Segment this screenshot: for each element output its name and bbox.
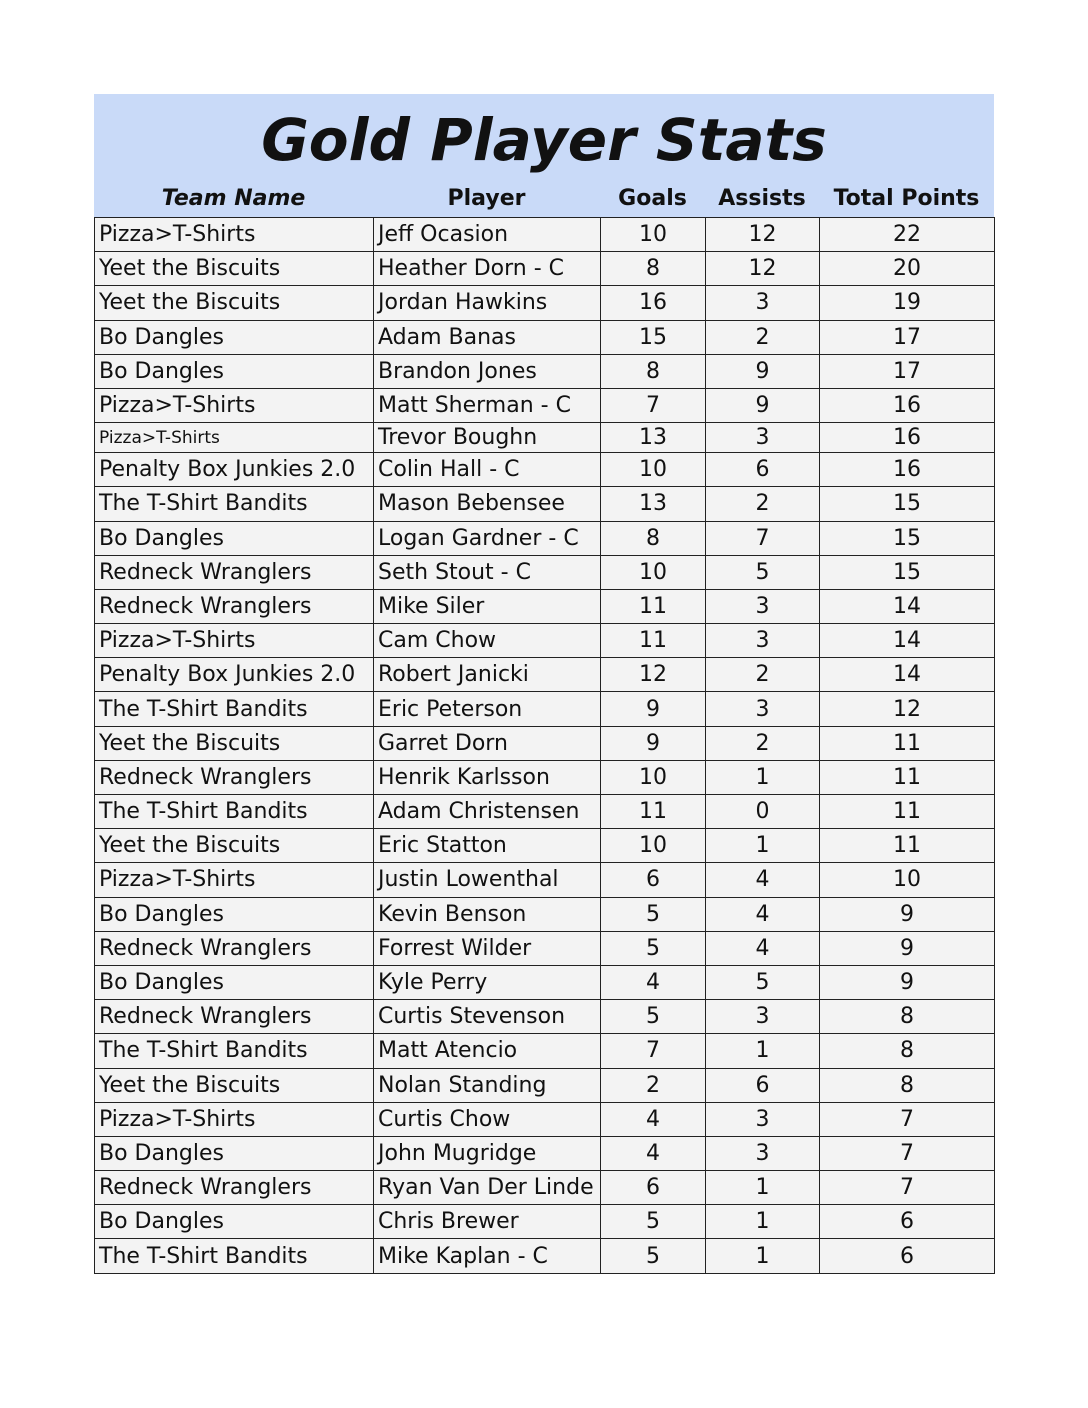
assists-cell: 3 — [706, 692, 820, 726]
player-name-cell: Forrest Wilder — [374, 931, 601, 965]
goals-cell: 9 — [601, 692, 706, 726]
table-row — [95, 453, 995, 487]
player-name-cell: Matt Sherman - C — [374, 388, 601, 422]
total-points-cell: 11 — [820, 829, 995, 863]
team-name-cell: The T-Shirt Bandits — [95, 1239, 374, 1273]
table-row — [95, 388, 995, 422]
total-points-cell: 11 — [820, 726, 995, 760]
table-row — [95, 760, 995, 794]
table-row — [95, 354, 995, 388]
table-row — [95, 1205, 995, 1239]
total-points-cell: 20 — [820, 252, 995, 286]
player-name-cell: Curtis Chow — [374, 1102, 601, 1136]
assists-cell: 2 — [706, 487, 820, 521]
team-name-cell: Bo Dangles — [95, 1205, 374, 1239]
team-name-cell: Redneck Wranglers — [95, 555, 374, 589]
player-name-cell: Henrik Karlsson — [374, 760, 601, 794]
player-name-cell: Matt Atencio — [374, 1034, 601, 1068]
player-name-cell: Garret Dorn — [374, 726, 601, 760]
assists-cell: 3 — [706, 1136, 820, 1170]
header-team-name: Team Name — [161, 186, 306, 211]
total-points-cell: 16 — [820, 423, 995, 453]
assists-cell: 5 — [706, 555, 820, 589]
total-points-cell: 15 — [820, 487, 995, 521]
table-row — [95, 252, 995, 286]
team-name-cell: Bo Dangles — [95, 965, 374, 999]
table-row — [95, 1136, 995, 1170]
total-points-cell: 7 — [820, 1171, 995, 1205]
goals-cell: 5 — [601, 897, 706, 931]
header-goals: Goals — [618, 186, 687, 211]
table-row — [95, 897, 995, 931]
table-row — [95, 1000, 995, 1034]
team-name-cell: Redneck Wranglers — [95, 1000, 374, 1034]
team-name-cell: Pizza>T-Shirts — [95, 624, 374, 658]
table-row — [95, 863, 995, 897]
table-row — [95, 589, 995, 623]
table-row — [95, 692, 995, 726]
total-points-cell: 22 — [820, 218, 995, 252]
team-name-cell: Bo Dangles — [95, 897, 374, 931]
assists-cell: 3 — [706, 1102, 820, 1136]
total-points-cell: 9 — [820, 965, 995, 999]
goals-cell: 10 — [601, 555, 706, 589]
goals-cell: 15 — [601, 320, 706, 354]
goals-cell: 8 — [601, 354, 706, 388]
goals-cell: 7 — [601, 388, 706, 422]
team-name-cell: The T-Shirt Bandits — [95, 795, 374, 829]
assists-cell: 3 — [706, 286, 820, 320]
player-name-cell: Mike Siler — [374, 589, 601, 623]
player-name-cell: Eric Statton — [374, 829, 601, 863]
table-row — [95, 320, 995, 354]
goals-cell: 6 — [601, 1171, 706, 1205]
player-name-cell: Jeff Ocasion — [374, 218, 601, 252]
assists-cell: 1 — [706, 1171, 820, 1205]
team-name-cell: Redneck Wranglers — [95, 931, 374, 965]
assists-cell: 4 — [706, 931, 820, 965]
assists-cell: 6 — [706, 1068, 820, 1102]
assists-cell: 5 — [706, 965, 820, 999]
goals-cell: 5 — [601, 1205, 706, 1239]
assists-cell: 1 — [706, 1034, 820, 1068]
team-name-cell: Bo Dangles — [95, 320, 374, 354]
goals-cell: 12 — [601, 658, 706, 692]
assists-cell: 6 — [706, 453, 820, 487]
goals-cell: 11 — [601, 795, 706, 829]
team-name-cell: Pizza>T-Shirts — [95, 423, 374, 453]
column-headers — [94, 182, 994, 216]
player-name-cell: Brandon Jones — [374, 354, 601, 388]
player-name-cell: Justin Lowenthal — [374, 863, 601, 897]
total-points-cell: 9 — [820, 931, 995, 965]
player-name-cell: Ryan Van Der Linde — [374, 1171, 601, 1205]
goals-cell: 2 — [601, 1068, 706, 1102]
assists-cell: 3 — [706, 589, 820, 623]
assists-cell: 2 — [706, 658, 820, 692]
table-row — [95, 218, 995, 252]
player-name-cell: Colin Hall - C — [374, 453, 601, 487]
total-points-cell: 15 — [820, 555, 995, 589]
assists-cell: 3 — [706, 624, 820, 658]
team-name-cell: Penalty Box Junkies 2.0 — [95, 453, 374, 487]
total-points-cell: 15 — [820, 521, 995, 555]
total-points-cell: 17 — [820, 354, 995, 388]
total-points-cell: 6 — [820, 1205, 995, 1239]
table-row — [95, 795, 995, 829]
team-name-cell: Penalty Box Junkies 2.0 — [95, 658, 374, 692]
assists-cell: 1 — [706, 829, 820, 863]
team-name-cell: Yeet the Biscuits — [95, 1068, 374, 1102]
player-name-cell: John Mugridge — [374, 1136, 601, 1170]
table-row — [95, 658, 995, 692]
stats-table-body — [95, 218, 995, 1274]
table-row — [95, 829, 995, 863]
team-name-cell: The T-Shirt Bandits — [95, 1034, 374, 1068]
goals-cell: 16 — [601, 286, 706, 320]
assists-cell: 0 — [706, 795, 820, 829]
player-name-cell: Curtis Stevenson — [374, 1000, 601, 1034]
table-row — [95, 1068, 995, 1102]
player-name-cell: Cam Chow — [374, 624, 601, 658]
team-name-cell: Bo Dangles — [95, 521, 374, 555]
goals-cell: 10 — [601, 453, 706, 487]
goals-cell: 5 — [601, 1239, 706, 1273]
team-name-cell: Yeet the Biscuits — [95, 829, 374, 863]
goals-cell: 6 — [601, 863, 706, 897]
table-row — [95, 624, 995, 658]
assists-cell: 9 — [706, 388, 820, 422]
header-assists: Assists — [718, 186, 806, 211]
table-row — [95, 521, 995, 555]
total-points-cell: 19 — [820, 286, 995, 320]
team-name-cell: Pizza>T-Shirts — [95, 218, 374, 252]
team-name-cell: Redneck Wranglers — [95, 589, 374, 623]
assists-cell: 2 — [706, 726, 820, 760]
team-name-cell: Pizza>T-Shirts — [95, 1102, 374, 1136]
total-points-cell: 12 — [820, 692, 995, 726]
table-row — [95, 965, 995, 999]
page-title: Gold Player Stats — [261, 106, 827, 174]
total-points-cell: 11 — [820, 795, 995, 829]
player-name-cell: Adam Christensen — [374, 795, 601, 829]
goals-cell: 8 — [601, 252, 706, 286]
goals-cell: 5 — [601, 931, 706, 965]
goals-cell: 11 — [601, 589, 706, 623]
assists-cell: 9 — [706, 354, 820, 388]
goals-cell: 9 — [601, 726, 706, 760]
player-name-cell: Kevin Benson — [374, 897, 601, 931]
team-name-cell: Redneck Wranglers — [95, 760, 374, 794]
team-name-cell: Yeet the Biscuits — [95, 286, 374, 320]
player-name-cell: Jordan Hawkins — [374, 286, 601, 320]
table-row — [95, 555, 995, 589]
table-row — [95, 286, 995, 320]
total-points-cell: 8 — [820, 1034, 995, 1068]
total-points-cell: 10 — [820, 863, 995, 897]
team-name-cell: The T-Shirt Bandits — [95, 692, 374, 726]
table-row — [95, 487, 995, 521]
table-row — [95, 726, 995, 760]
header-player: Player — [447, 186, 526, 211]
assists-cell: 1 — [706, 1205, 820, 1239]
goals-cell: 13 — [601, 423, 706, 453]
player-name-cell: Logan Gardner - C — [374, 521, 601, 555]
total-points-cell: 14 — [820, 589, 995, 623]
table-row — [95, 1239, 995, 1273]
total-points-cell: 16 — [820, 388, 995, 422]
table-row — [95, 423, 995, 453]
total-points-cell: 17 — [820, 320, 995, 354]
assists-cell: 1 — [706, 760, 820, 794]
goals-cell: 10 — [601, 760, 706, 794]
total-points-cell: 16 — [820, 453, 995, 487]
assists-cell: 4 — [706, 863, 820, 897]
assists-cell: 3 — [706, 1000, 820, 1034]
player-name-cell: Heather Dorn - C — [374, 252, 601, 286]
goals-cell: 13 — [601, 487, 706, 521]
goals-cell: 4 — [601, 1136, 706, 1170]
team-name-cell: Pizza>T-Shirts — [95, 863, 374, 897]
goals-cell: 4 — [601, 1102, 706, 1136]
total-points-cell: 8 — [820, 1000, 995, 1034]
total-points-cell: 14 — [820, 658, 995, 692]
player-name-cell: Chris Brewer — [374, 1205, 601, 1239]
assists-cell: 1 — [706, 1239, 820, 1273]
stats-table — [94, 217, 995, 1274]
stats-sheet — [94, 94, 994, 1274]
player-name-cell: Eric Peterson — [374, 692, 601, 726]
goals-cell: 7 — [601, 1034, 706, 1068]
assists-cell: 3 — [706, 423, 820, 453]
total-points-cell: 8 — [820, 1068, 995, 1102]
player-name-cell: Nolan Standing — [374, 1068, 601, 1102]
team-name-cell: The T-Shirt Bandits — [95, 487, 374, 521]
total-points-cell: 9 — [820, 897, 995, 931]
assists-cell: 4 — [706, 897, 820, 931]
player-name-cell: Seth Stout - C — [374, 555, 601, 589]
player-name-cell: Mason Bebensee — [374, 487, 601, 521]
team-name-cell: Yeet the Biscuits — [95, 726, 374, 760]
total-points-cell: 7 — [820, 1102, 995, 1136]
player-name-cell: Robert Janicki — [374, 658, 601, 692]
team-name-cell: Bo Dangles — [95, 354, 374, 388]
goals-cell: 4 — [601, 965, 706, 999]
player-name-cell: Adam Banas — [374, 320, 601, 354]
goals-cell: 8 — [601, 521, 706, 555]
total-points-cell: 11 — [820, 760, 995, 794]
table-row — [95, 1102, 995, 1136]
player-name-cell: Trevor Boughn — [374, 423, 601, 453]
table-row — [95, 1034, 995, 1068]
assists-cell: 12 — [706, 218, 820, 252]
team-name-cell: Pizza>T-Shirts — [95, 388, 374, 422]
goals-cell: 11 — [601, 624, 706, 658]
header-total-points: Total Points — [833, 186, 980, 211]
total-points-cell: 14 — [820, 624, 995, 658]
team-name-cell: Bo Dangles — [95, 1136, 374, 1170]
team-name-cell: Yeet the Biscuits — [95, 252, 374, 286]
player-name-cell: Mike Kaplan - C — [374, 1239, 601, 1273]
assists-cell: 7 — [706, 521, 820, 555]
goals-cell: 10 — [601, 829, 706, 863]
goals-cell: 10 — [601, 218, 706, 252]
total-points-cell: 6 — [820, 1239, 995, 1273]
goals-cell: 5 — [601, 1000, 706, 1034]
assists-cell: 12 — [706, 252, 820, 286]
player-name-cell: Kyle Perry — [374, 965, 601, 999]
table-row — [95, 1171, 995, 1205]
team-name-cell: Redneck Wranglers — [95, 1171, 374, 1205]
header-block — [94, 94, 994, 217]
total-points-cell: 7 — [820, 1136, 995, 1170]
assists-cell: 2 — [706, 320, 820, 354]
table-row — [95, 931, 995, 965]
